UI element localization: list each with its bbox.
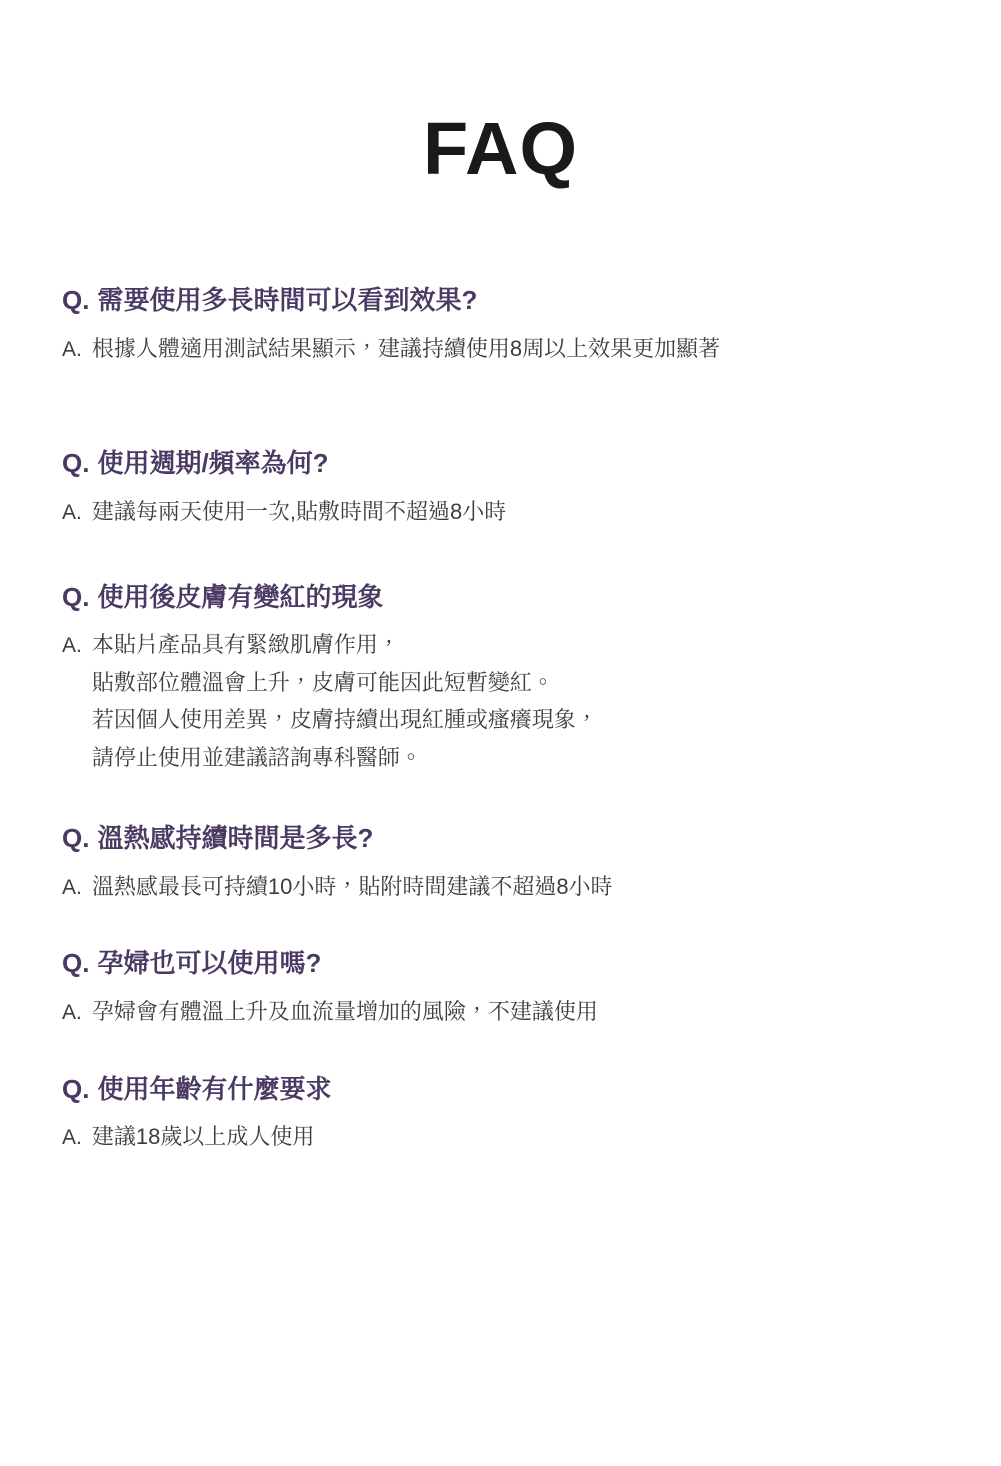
faq-list <box>62 282 939 1156</box>
question-marker: Q. <box>62 581 90 612</box>
answer-line: 本貼片產品具有緊緻肌膚作用， <box>91 632 400 658</box>
question-text: 使用年齡有什麼要求 <box>97 1073 332 1104</box>
page-title: FAQ <box>422 107 579 190</box>
faq-item <box>62 1071 939 1156</box>
faq-answer <box>62 1118 939 1156</box>
question-text: 溫熱感持續時間是多長? <box>97 823 374 853</box>
answer-line: 根據人體適用測試結果顯示，建議持續使用8周以上效果更加顯著 <box>91 335 721 361</box>
faq-question <box>62 820 939 858</box>
question-text: 需要使用多長時間可以看到效果? <box>97 285 478 315</box>
question-text: 使用後皮膚有變紅的現象 <box>97 581 384 612</box>
question-marker: Q. <box>62 823 90 853</box>
answer-line: 建議每兩天使用一次,貼敷時間不超過8小時 <box>91 499 507 525</box>
answer-lines <box>92 993 598 1030</box>
faq-item <box>62 445 939 530</box>
question-text: 孕婦也可以使用嗎? <box>97 948 322 979</box>
answer-marker: A. <box>62 875 82 899</box>
faq-question <box>62 282 939 320</box>
faq-item <box>62 282 939 367</box>
question-text: 使用週期/頻率為何? <box>97 448 329 479</box>
answer-marker: A. <box>62 634 82 658</box>
answer-line: 溫熱感最長可持續10小時，貼附時間建議不超過8小時 <box>91 873 613 899</box>
faq-item <box>62 945 939 1030</box>
answer-marker: A. <box>62 337 82 361</box>
faq-answer <box>62 330 939 368</box>
answer-line: 貼敷部位體溫會上升，皮膚可能因此短暫變紅。 <box>91 669 554 695</box>
faq-question <box>62 1071 939 1109</box>
answer-line: 請停止使用並建議諮詢專科醫師。 <box>91 744 422 770</box>
faq-item <box>62 820 939 905</box>
answer-lines <box>92 868 613 905</box>
answer-marker: A. <box>62 1126 82 1150</box>
question-marker: Q. <box>62 948 90 979</box>
question-marker: Q. <box>62 1073 90 1104</box>
question-marker: Q. <box>62 448 90 479</box>
answer-line: 若因個人使用差異，皮膚持續出現紅腫或瘙癢現象， <box>91 707 598 733</box>
answer-line: 建議18歲以上成人使用 <box>91 1124 315 1150</box>
faq-question <box>62 579 939 617</box>
faq-answer <box>62 626 939 776</box>
faq-item <box>62 579 939 776</box>
faq-answer <box>62 993 939 1031</box>
question-marker: Q. <box>62 285 90 315</box>
answer-marker: A. <box>62 1001 82 1025</box>
answer-lines <box>92 330 720 367</box>
answer-lines <box>92 1118 314 1155</box>
answer-line: 孕婦會有體溫上升及血流量增加的風險，不建議使用 <box>91 999 598 1025</box>
answer-marker: A. <box>62 501 82 525</box>
faq-question <box>62 945 939 983</box>
faq-answer <box>62 868 939 906</box>
faq-question <box>62 445 939 483</box>
answer-lines <box>92 626 598 776</box>
answer-lines <box>92 493 506 530</box>
faq-answer <box>62 493 939 531</box>
